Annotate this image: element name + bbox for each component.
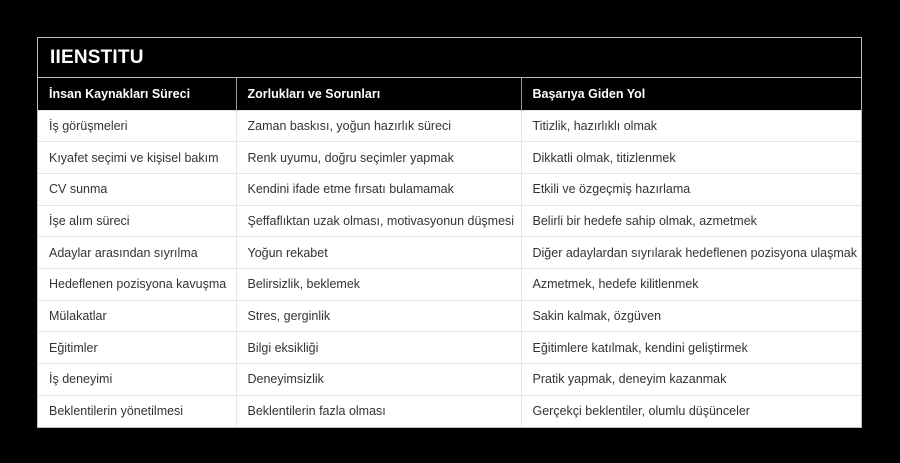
cell-challenge: Beklentilerin fazla olması [236,395,521,427]
table-row [38,142,861,174]
cell-challenge: Renk uyumu, doğru seçimler yapmak [236,142,521,174]
cell-challenge: Deneyimsizlik [236,364,521,396]
column-header-path-to-success: Başarıya Giden Yol [521,78,861,110]
table-title: IIENSTITU [38,38,861,78]
cell-process: Adaylar arasından sıyrılma [38,237,236,269]
cell-solution: Azmetmek, hedefe kilitlenmek [521,268,861,300]
table-row [38,205,861,237]
table-card [37,37,862,428]
cell-process: Mülakatlar [38,300,236,332]
cell-process: Beklentilerin yönetilmesi [38,395,236,427]
data-table [38,78,861,427]
cell-challenge: Yoğun rekabet [236,237,521,269]
cell-process: İş deneyimi [38,364,236,396]
table-row [38,364,861,396]
cell-solution: Pratik yapmak, deneyim kazanmak [521,364,861,396]
cell-solution: Titizlik, hazırlıklı olmak [521,110,861,142]
table-row [38,110,861,142]
cell-challenge: Bilgi eksikliği [236,332,521,364]
table-row [38,268,861,300]
table-row [38,173,861,205]
cell-solution: Etkili ve özgeçmiş hazırlama [521,173,861,205]
cell-process: Kıyafet seçimi ve kişisel bakım [38,142,236,174]
cell-process: Eğitimler [38,332,236,364]
cell-solution: Belirli bir hedefe sahip olmak, azmetmek [521,205,861,237]
cell-process: CV sunma [38,173,236,205]
table-row [38,332,861,364]
cell-challenge: Belirsizlik, beklemek [236,268,521,300]
cell-solution: Eğitimlere katılmak, kendini geliştirmek [521,332,861,364]
cell-challenge: Zaman baskısı, yoğun hazırlık süreci [236,110,521,142]
cell-solution: Diğer adaylardan sıyrılarak hedeflenen pozisyona ulaşmak [521,237,861,269]
cell-challenge: Stres, gerginlik [236,300,521,332]
table-row [38,237,861,269]
column-header-hr-process: İnsan Kaynakları Süreci [38,78,236,110]
column-header-challenges: Zorlukları ve Sorunları [236,78,521,110]
cell-solution: Sakin kalmak, özgüven [521,300,861,332]
table-row [38,395,861,427]
header-row [38,78,861,110]
cell-solution: Dikkatli olmak, titizlenmek [521,142,861,174]
cell-challenge: Şeffaflıktan uzak olması, motivasyonun düşmesi [236,205,521,237]
cell-process: Hedeflenen pozisyona kavuşma [38,268,236,300]
cell-process: İşe alım süreci [38,205,236,237]
table-row [38,300,861,332]
cell-solution: Gerçekçi beklentiler, olumlu düşünceler [521,395,861,427]
cell-challenge: Kendini ifade etme fırsatı bulamamak [236,173,521,205]
cell-process: İş görüşmeleri [38,110,236,142]
